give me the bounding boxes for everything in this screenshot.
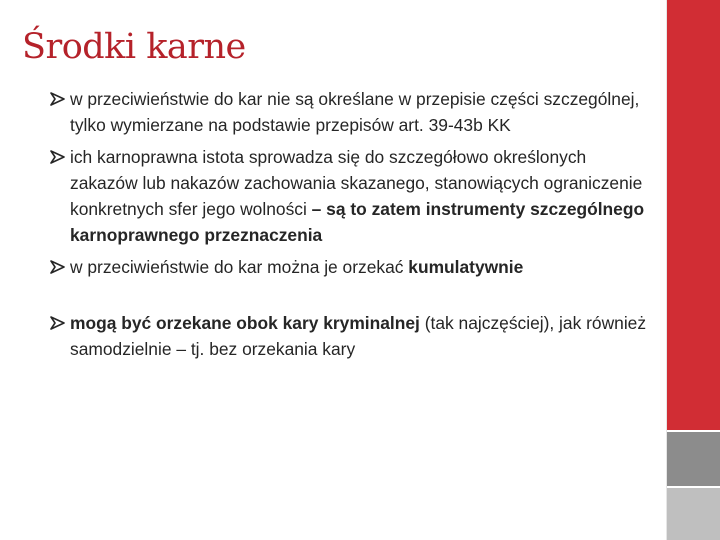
side-strip-red xyxy=(667,0,720,430)
side-strip-light xyxy=(667,488,720,540)
side-strip-gray xyxy=(667,432,720,486)
bullet-list xyxy=(50,86,650,368)
bullet-text-2: ich karnoprawna istota sprowadza się do szczegółowo określonych zakazów lub nakazów zachowania skazanego, stanowiących ograniczenie konkretnych sfer jego wolności xyxy=(70,147,643,219)
bullet-text-3: w przeciwieństwie do kar można je orzekać xyxy=(70,257,409,277)
bullet-text-4: (tak najczęściej), jak również samodzielnie – tj. bez orzekania kary xyxy=(70,313,647,359)
side-decoration xyxy=(667,0,720,540)
bullet-item-4 xyxy=(50,310,650,362)
slide-title: Środki karne xyxy=(22,27,246,67)
bullet-bold-2: są to zatem instrumenty szczególnego karnoprawnego przeznaczenia xyxy=(70,199,645,245)
bullet-item-1 xyxy=(50,86,650,138)
arrow-bullet-icon xyxy=(50,316,66,330)
bullet-dash-2: – xyxy=(306,199,327,219)
bullet-bold-3: kumulatywnie xyxy=(408,257,524,277)
bullet-item-2 xyxy=(50,144,650,248)
bullet-text-1: w przeciwieństwie do kar nie są określane w przepisie części szczególnej, tylko wymierzane na podstawie przepisów art. 39-43b KK xyxy=(70,89,640,135)
bullet-bold-4: mogą być orzekane obok kary kryminalnej xyxy=(70,313,420,333)
arrow-bullet-icon xyxy=(50,150,66,164)
arrow-bullet-icon xyxy=(50,92,66,106)
bullet-item-3 xyxy=(50,254,650,280)
arrow-bullet-icon xyxy=(50,260,66,274)
